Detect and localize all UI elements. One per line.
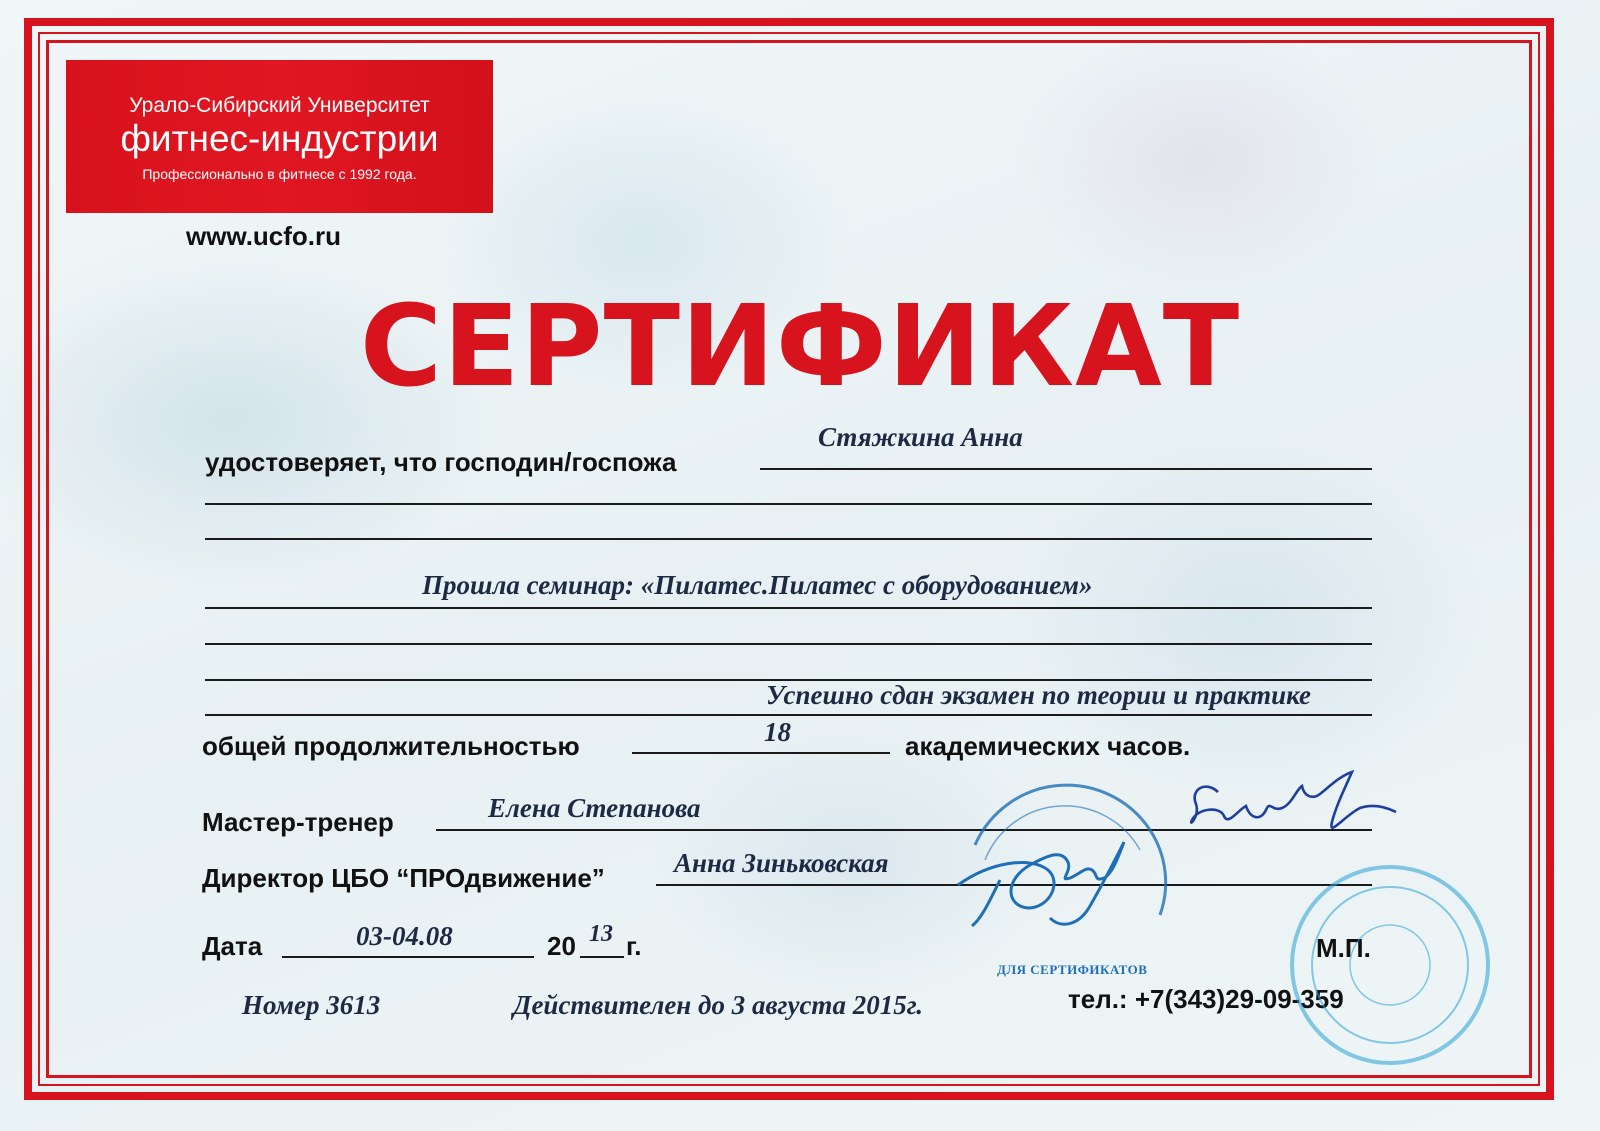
logo-line-2: фитнес-индустрии [120,118,439,159]
blank-line-1 [205,503,1372,505]
director-line [656,884,1372,886]
year-line [580,956,624,958]
stamp-place-label: М.П. [1316,933,1371,963]
year-suffix: г. [626,931,642,961]
master-trainer-line [436,829,1372,831]
phone-number: тел.: +7(343)29-09-359 [1068,984,1344,1014]
duration-label: общей продолжительностью [202,731,580,761]
hours-unit-label: академических часов. [905,731,1191,761]
certificate-number: Номер 3613 [242,990,381,1020]
seminar-line [205,607,1372,609]
university-logo [66,60,493,213]
seminar-text: Прошла семинар: «Пилатес.Пилатес с оборудованием» [422,570,1093,600]
logo-line-3: Профессионально в фитнесе с 1992 года. [142,166,417,182]
exam-line [205,714,1372,716]
date-line [282,956,534,958]
exam-text: Успешно сдан экзамен по теории и практике [766,680,1311,710]
blank-line-2 [205,538,1372,540]
certificate-title: СЕРТИФИКАТ [359,282,1241,412]
logo-line-1: Урало-Сибирский Университет [129,94,430,117]
hours-value: 18 [764,717,791,747]
blank-line-3 [205,643,1372,645]
master-trainer-label: Мастер-тренер [202,807,394,837]
recipient-line [760,468,1372,470]
director-name: Анна Зиньковская [674,848,889,878]
master-trainer-name: Елена Степанова [488,793,701,823]
hours-line [632,752,890,754]
year-value: 13 [589,921,613,947]
date-label: Дата [202,931,263,961]
date-value: 03-04.08 [356,921,453,951]
director-label: Директор ЦБО “ПРОдвижение” [202,863,605,893]
website-link[interactable]: www.ucfo.ru [186,221,342,251]
year-prefix: 20 [547,931,576,961]
recipient-name: Стяжкина Анна [818,422,1023,452]
stamp-caption: ДЛЯ СЕРТИФИКАТОВ [997,962,1148,977]
certifies-label: удостоверяет, что господин/госпожа [205,447,677,477]
valid-until: Действителен до 3 августа 2015г. [513,990,924,1020]
